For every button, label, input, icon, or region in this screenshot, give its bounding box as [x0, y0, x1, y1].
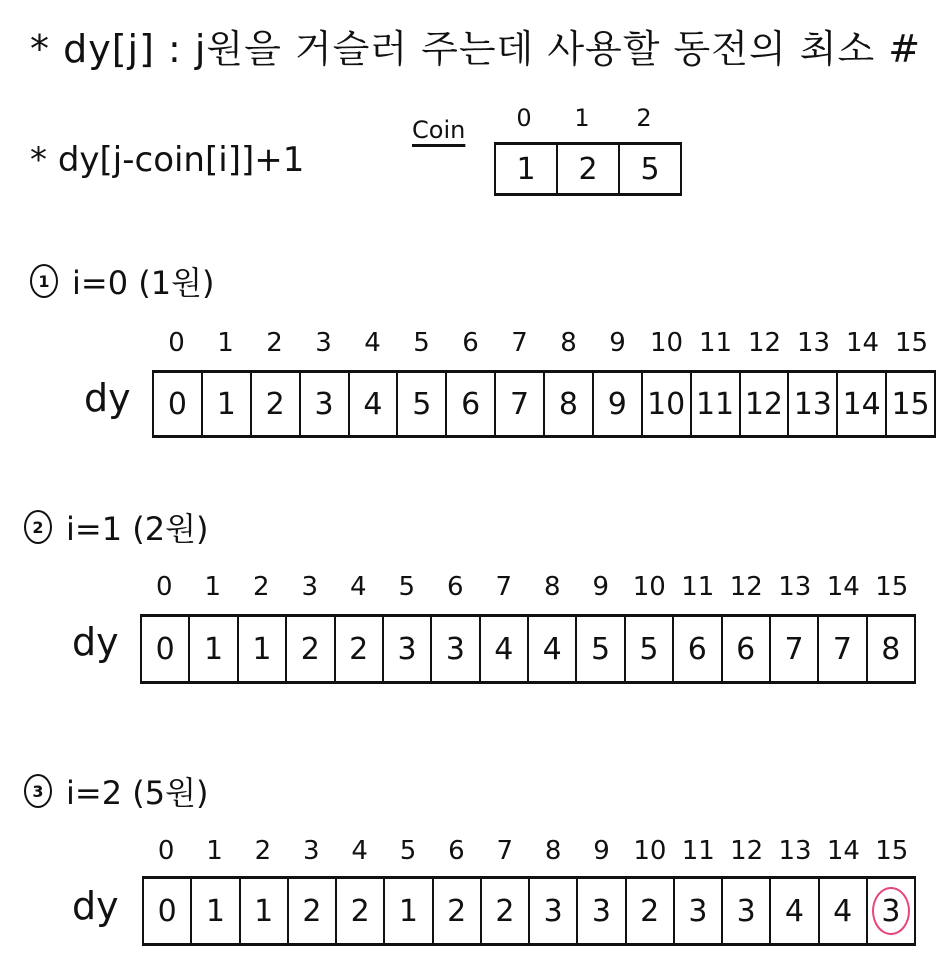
column-index: 9: [593, 836, 610, 866]
column-index: 1: [217, 328, 234, 358]
dy-cell: [385, 879, 433, 943]
dy-value: 3: [591, 893, 611, 929]
column-index: 7: [511, 328, 528, 358]
dy-value: 0: [157, 893, 177, 929]
dy-cell: [496, 373, 545, 435]
dy-value: 4: [784, 893, 804, 929]
definition-text: dy[j] : j원을 거슬러 주는데 사용할 동전의 최소 #: [63, 27, 922, 71]
column-index: 2: [252, 572, 270, 602]
dy-cell: [594, 373, 643, 435]
column-index: 3: [315, 328, 332, 358]
dy-value: 12: [744, 386, 784, 422]
dy-cell: [482, 879, 530, 943]
dy-cell: [384, 617, 432, 681]
column-index: 3: [301, 572, 319, 602]
dy-cell: [203, 373, 252, 435]
dy-value: 6: [687, 631, 707, 667]
step-label: i=2 (5원): [66, 774, 209, 812]
column-index: 8: [560, 328, 577, 358]
dy-cell: [692, 373, 741, 435]
dy-cell: [868, 617, 916, 681]
column-index: 6: [462, 328, 479, 358]
dy-value: 0: [155, 631, 175, 667]
dy-value: 2: [300, 631, 320, 667]
dy-value: 2: [640, 893, 660, 929]
step-2-indices: [140, 572, 916, 602]
dy-cell: [447, 373, 496, 435]
dy-value: 0: [167, 386, 187, 422]
dy-cell: [350, 373, 399, 435]
column-index: 2: [266, 328, 283, 358]
dy-value: 2: [447, 893, 467, 929]
column-index: 10: [633, 836, 667, 866]
dy-value: 2: [495, 893, 515, 929]
dy-value: 3: [736, 893, 756, 929]
coin-index: 1: [574, 104, 590, 132]
column-index: 14: [826, 572, 860, 602]
dy-value: 2: [350, 893, 370, 929]
step-2-title: [24, 504, 208, 550]
column-index: 12: [747, 328, 782, 358]
dy-cell: [192, 879, 240, 943]
dy-cell: [530, 879, 578, 943]
dy-cell: [144, 879, 192, 943]
column-index: 9: [609, 328, 626, 358]
dy-value: 7: [832, 631, 852, 667]
dy-value: 3: [543, 893, 563, 929]
dy-value: 3: [688, 893, 708, 929]
column-index: 8: [544, 836, 562, 866]
column-index: 15: [894, 328, 929, 358]
dy-cell: [336, 617, 384, 681]
dy-value: 1: [204, 631, 224, 667]
step-2-dy-table: [140, 614, 916, 684]
dy-cell: [789, 373, 838, 435]
column-index: 13: [778, 572, 812, 602]
column-index: 6: [446, 572, 464, 602]
column-index: 10: [649, 328, 684, 358]
column-index: 7: [495, 572, 513, 602]
column-index: 10: [632, 572, 666, 602]
column-index: 3: [303, 836, 320, 866]
dy-value: 2: [302, 893, 322, 929]
dy-cell: [398, 373, 447, 435]
step-1-dy-label: dy: [84, 376, 131, 420]
dy-cell: [287, 617, 335, 681]
dy-cell: [481, 617, 529, 681]
dy-value: 3: [314, 386, 334, 422]
dy-cell: [577, 617, 625, 681]
dy-cell: [239, 617, 287, 681]
column-index: 15: [875, 836, 909, 866]
column-index: 0: [157, 836, 175, 866]
dy-cell: [675, 879, 723, 943]
highlight-circle-icon: [872, 887, 910, 935]
column-index: 7: [496, 836, 514, 866]
column-index: 0: [155, 572, 173, 602]
column-index: 1: [206, 836, 223, 866]
dy-cell: [626, 617, 674, 681]
column-index: 14: [826, 836, 860, 866]
dy-cell: [819, 617, 867, 681]
dy-value: 7: [784, 631, 804, 667]
column-index: 12: [730, 836, 764, 866]
dy-cell: [529, 617, 577, 681]
dy-cell: [252, 373, 301, 435]
dy-value: 1: [216, 386, 236, 422]
dy-value: 1: [205, 893, 225, 929]
dy-value: 4: [363, 386, 383, 422]
dy-cell: [723, 617, 771, 681]
coin-label: Coin: [412, 116, 466, 144]
step-label: i=1 (2원): [66, 510, 209, 548]
coin-array: [494, 142, 682, 196]
dy-cell: [154, 373, 203, 435]
dy-cell: [868, 879, 916, 943]
dy-value: 10: [647, 386, 686, 422]
column-index: 6: [448, 836, 465, 866]
column-index: 13: [796, 328, 831, 358]
column-index: 4: [351, 836, 368, 866]
dy-cell: [771, 879, 819, 943]
dy-value: 4: [833, 893, 853, 929]
dy-value: 3: [445, 631, 465, 667]
dy-value: 13: [793, 386, 832, 422]
dy-value: 1: [254, 893, 274, 929]
dy-value: 15: [891, 386, 930, 422]
dy-value: 8: [881, 631, 901, 667]
column-index: 11: [681, 572, 715, 602]
column-index: 11: [698, 328, 733, 358]
column-index: 11: [681, 836, 715, 866]
dy-cell: [741, 373, 790, 435]
step-1-dy-table: [152, 370, 936, 438]
dy-value: 3: [397, 631, 417, 667]
step-3-dy-table: [142, 876, 916, 946]
dy-cell: [771, 617, 819, 681]
dy-cell: [241, 879, 289, 943]
step-label: i=0 (1원): [72, 264, 215, 302]
dy-value: 7: [510, 386, 530, 422]
step-marker-icon: 3: [24, 774, 52, 808]
dy-value: 4: [494, 631, 514, 667]
dy-value: 5: [639, 631, 659, 667]
dy-value: 6: [736, 631, 756, 667]
coin-index: 2: [636, 104, 652, 132]
dy-definition: [30, 18, 921, 73]
column-index: 14: [845, 328, 880, 358]
dy-cell: [337, 879, 385, 943]
column-index: 9: [592, 572, 610, 602]
dy-value: 2: [349, 631, 369, 667]
dy-value: 1: [252, 631, 272, 667]
dy-cell: [838, 373, 887, 435]
dy-value: 4: [542, 631, 562, 667]
dy-cell: [434, 879, 482, 943]
column-index: 13: [778, 836, 812, 866]
column-index: 4: [349, 572, 367, 602]
dy-value: 2: [265, 386, 285, 422]
dy-cell: [432, 617, 480, 681]
column-index: 2: [254, 836, 272, 866]
bullet: *: [30, 27, 50, 71]
dy-cell: [643, 373, 692, 435]
dy-value: 3: [881, 893, 901, 929]
dy-cell: [820, 879, 868, 943]
dy-cell: [289, 879, 337, 943]
column-index: 5: [398, 572, 416, 602]
recurrence-formula: [30, 140, 304, 180]
bullet: *: [30, 140, 47, 180]
recurrence-text: dy[j-coin[i]]+1: [57, 140, 305, 180]
dy-cell: [627, 879, 675, 943]
dy-cell: [674, 617, 722, 681]
column-index: 1: [204, 572, 222, 602]
column-index: 0: [168, 328, 185, 358]
column-index: 5: [399, 836, 417, 866]
step-1-title: [30, 258, 214, 304]
step-3-indices: [142, 836, 916, 866]
dy-cell: [723, 879, 771, 943]
dy-cell: [545, 373, 594, 435]
dy-value: 5: [412, 386, 432, 422]
dy-value: 6: [461, 386, 481, 422]
dy-value: 14: [842, 386, 881, 422]
column-index: 15: [875, 572, 909, 602]
dy-cell: [142, 617, 190, 681]
dy-value: 11: [695, 386, 735, 422]
dy-value: 1: [398, 893, 418, 929]
dy-cell: [301, 373, 350, 435]
column-index: 12: [729, 572, 763, 602]
step-3-dy-label: dy: [72, 884, 119, 928]
column-index: 5: [413, 328, 430, 358]
step-marker-icon: 1: [30, 264, 58, 298]
step-3-title: [24, 768, 208, 814]
dy-cell: [887, 373, 936, 435]
coin-index: 0: [516, 104, 532, 132]
coin-cell: 2: [558, 145, 620, 193]
dy-value: 9: [607, 386, 627, 422]
step-1-indices: [152, 328, 936, 358]
column-index: 4: [364, 328, 381, 358]
column-index: 8: [543, 572, 561, 602]
step-2-dy-label: dy: [72, 620, 119, 664]
coin-cell: 1: [496, 145, 558, 193]
dy-cell: [190, 617, 238, 681]
step-marker-icon: 2: [24, 510, 52, 544]
coin-cell: 5: [640, 151, 660, 187]
dy-value: 8: [558, 386, 578, 422]
dy-cell: [578, 879, 626, 943]
dy-value: 5: [591, 631, 611, 667]
